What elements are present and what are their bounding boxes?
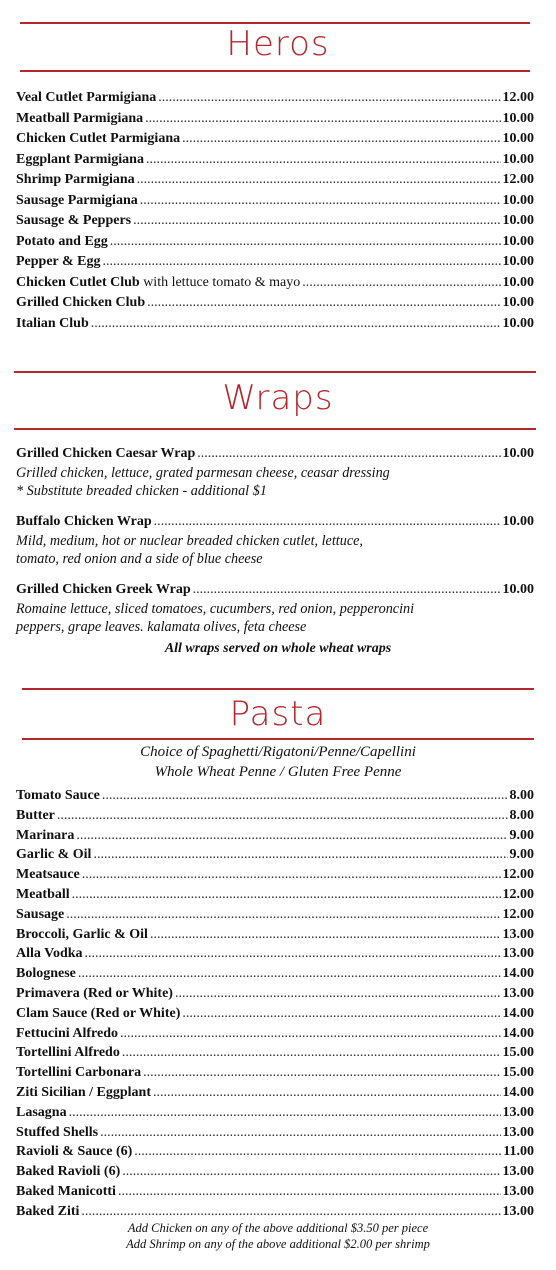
menu-item-name	[16, 1083, 151, 1103]
menu-item	[16, 806, 534, 826]
dot-leader	[146, 150, 501, 171]
menu-item-price: 10.00	[502, 514, 534, 529]
menu-item-name	[16, 925, 148, 945]
menu-item-name-text: Primavera (Red or White)	[16, 985, 173, 1001]
pasta-title: Pasta	[229, 694, 327, 734]
menu-item-price: 12.00	[502, 906, 534, 922]
menu-item-price: 9.00	[509, 847, 534, 863]
dot-leader	[175, 984, 501, 1004]
dot-leader	[57, 806, 508, 826]
dot-leader	[103, 252, 501, 273]
dot-leader	[143, 1063, 500, 1083]
menu-item-name-text: Veal Cutlet Parmigiana	[16, 90, 157, 105]
dot-leader	[81, 1202, 500, 1222]
menu-item-price: 14.00	[502, 1005, 534, 1021]
menu-item	[16, 826, 534, 846]
dot-leader	[120, 1024, 500, 1044]
menu-item-price: 10.00	[502, 131, 534, 146]
menu-item-price: 8.00	[509, 788, 534, 803]
menu-item-name-text: Meatball Parmigiana	[16, 110, 144, 126]
menu-item-name	[16, 444, 195, 464]
dot-leader	[147, 293, 500, 314]
menu-item-price: 10.00	[502, 446, 534, 461]
menu-item	[16, 984, 534, 1004]
menu-item	[16, 1182, 534, 1202]
dot-leader	[182, 1004, 500, 1024]
dot-leader	[100, 1123, 500, 1143]
menu-item	[16, 1004, 534, 1024]
pasta-list	[16, 786, 534, 1222]
menu-item-price: 10.00	[502, 582, 534, 597]
menu-item	[16, 512, 534, 532]
wrap-description-line: Romaine lettuce, sliced tomatoes, cucumbers, red onion, pepperoncini	[16, 601, 415, 617]
dot-leader	[76, 826, 507, 846]
heros-list	[16, 88, 534, 334]
menu-item	[16, 191, 534, 212]
menu-item-price: 10.00	[502, 315, 534, 331]
menu-item-name	[16, 826, 74, 846]
dot-leader	[134, 1142, 501, 1162]
menu-item-name	[16, 885, 70, 905]
menu-item-name-text: Baked Manicotti	[16, 1183, 116, 1199]
menu-item	[16, 252, 534, 273]
menu-item-name-text: Stuffed Shells	[16, 1124, 99, 1140]
dot-leader	[302, 273, 500, 294]
menu-item	[16, 232, 534, 253]
menu-item	[16, 1202, 534, 1222]
wrap-description-line: peppers, grape leaves. kalamata olives, feta cheese	[16, 619, 307, 635]
wraps-note: All wraps served on whole wheat wraps	[164, 641, 392, 656]
menu-item-price: 11.00	[503, 1144, 534, 1160]
dot-leader	[133, 211, 500, 232]
menu-item-name	[16, 1004, 180, 1024]
menu-item	[16, 845, 534, 865]
menu-item	[16, 109, 534, 130]
dot-leader	[122, 1162, 500, 1182]
wraps-top-rule	[14, 371, 536, 373]
menu-item-name-text: Sausage Parmigiana	[16, 192, 138, 208]
menu-item	[16, 925, 534, 945]
menu-item-name	[16, 1103, 67, 1123]
menu-item	[16, 885, 534, 905]
dot-leader	[85, 944, 501, 964]
menu-item-name	[16, 984, 173, 1004]
heros-title: Heros	[226, 24, 330, 64]
menu-item-name-text: Baked Ravioli (6)	[16, 1164, 121, 1180]
menu-item-name-text: Alla Vodka	[16, 946, 83, 962]
menu-item-name	[16, 252, 101, 273]
menu-item-name	[16, 1063, 141, 1083]
menu-item-name-text: Baked Ziti	[16, 1203, 80, 1219]
menu-item	[16, 1083, 534, 1103]
menu-item-name-text: Meatball	[16, 886, 70, 902]
menu-item	[16, 1103, 534, 1123]
menu-item-name	[16, 845, 91, 865]
menu-item-name-text: Tortellini Alfredo	[16, 1045, 120, 1061]
menu-item-name-text: Chicken Cutlet Club	[16, 274, 140, 290]
menu-item-name-text: Chicken Cutlet Parmigiana	[16, 131, 181, 146]
wrap-description-line: Grilled chicken, lettuce, grated parmesan cheese, ceasar dressing	[16, 465, 390, 481]
menu-item-price: 14.00	[502, 1025, 534, 1041]
menu-item-price: 15.00	[502, 1045, 534, 1061]
menu-item-price: 12.00	[502, 886, 534, 902]
pasta-subtitle-2: Whole Wheat Penne / Gluten Free Penne	[154, 764, 402, 780]
menu-item-name-text: Eggplant Parmigiana	[16, 151, 144, 167]
dot-leader	[69, 1103, 501, 1123]
wraps-title: Wraps	[222, 378, 334, 418]
dot-leader	[158, 88, 500, 109]
menu-item-price: 8.00	[509, 807, 534, 823]
menu-item-name	[16, 964, 76, 984]
menu-item	[16, 580, 534, 600]
wrap-description-line: tomato, red onion and a side of blue cheese	[16, 551, 263, 567]
menu-item-name	[16, 191, 138, 212]
menu-item	[16, 944, 534, 964]
heros-bottom-rule	[20, 70, 530, 72]
menu-item	[16, 1024, 534, 1044]
menu-item-price: 13.00	[502, 1124, 534, 1140]
dot-leader	[118, 1182, 501, 1202]
wrap-block	[16, 580, 534, 636]
dot-leader	[197, 444, 500, 464]
menu-item	[16, 1142, 534, 1162]
menu-item-price: 13.00	[502, 1164, 534, 1180]
menu-item-price: 10.00	[502, 192, 534, 208]
dot-leader	[193, 580, 501, 600]
menu-item-name	[16, 905, 64, 925]
pasta-subtitle-1: Choice of Spaghetti/Rigatoni/Penne/Capellini	[140, 744, 416, 760]
menu-item	[16, 964, 534, 984]
dot-leader	[145, 109, 500, 130]
menu-item-name	[16, 232, 108, 253]
pasta-top-rule	[22, 688, 534, 690]
menu-item-note: with lettuce tomato & mayo	[139, 274, 301, 290]
menu-item-price: 13.00	[502, 1203, 534, 1219]
menu-item-name	[16, 109, 143, 130]
menu-item-price: 15.00	[502, 1065, 534, 1081]
menu-item-name	[16, 1043, 120, 1063]
menu-item-price: 12.00	[502, 867, 534, 883]
menu-item-name-text: Marinara	[16, 827, 75, 843]
menu-item-name	[16, 211, 131, 232]
menu-item-name-text: Pepper & Egg	[16, 254, 101, 269]
menu-item-price: 12.00	[502, 172, 534, 187]
menu-item-price: 13.00	[502, 1183, 534, 1199]
dot-leader	[110, 232, 501, 253]
dot-leader	[154, 512, 501, 532]
menu-item-name	[16, 1024, 118, 1044]
menu-item-name-text: Ravioli & Sauce (6)	[16, 1144, 133, 1160]
menu-item-name-text: Ziti Sicilian / Eggplant	[16, 1084, 151, 1100]
dot-leader	[82, 865, 501, 885]
menu-item-name	[16, 1202, 79, 1222]
menu-item-name-text: Broccoli, Garlic & Oil	[16, 926, 148, 942]
menu-item	[16, 1043, 534, 1063]
menu-item-name-text: Grilled Chicken Caesar Wrap	[16, 446, 196, 461]
pasta-bottom-rule	[22, 738, 534, 740]
menu-item-price: 10.00	[502, 295, 534, 310]
dot-leader	[93, 845, 507, 865]
menu-item	[16, 129, 534, 150]
menu-item-price: 13.00	[502, 985, 534, 1001]
menu-item-name-text: Sausage	[16, 906, 65, 922]
menu-item-name	[16, 170, 135, 191]
menu-item-price: 12.00	[502, 90, 534, 105]
menu-item-name-text: Garlic & Oil	[16, 847, 92, 863]
menu-item	[16, 1063, 534, 1083]
menu-item	[16, 211, 534, 232]
menu-item	[16, 273, 534, 294]
menu-item-price: 10.00	[502, 274, 534, 290]
dot-leader	[137, 170, 501, 191]
dot-leader	[66, 905, 500, 925]
wrap-description-line: * Substitute breaded chicken - additional $1	[16, 483, 267, 499]
menu-item-name-text: Shrimp Parmigiana	[16, 172, 135, 187]
menu-item	[16, 293, 534, 314]
dot-leader	[153, 1083, 501, 1103]
wraps-bottom-rule	[14, 428, 536, 430]
menu-item-name	[16, 806, 55, 826]
dot-leader	[72, 885, 501, 905]
menu-item-name	[16, 580, 191, 600]
menu-item-name	[16, 1123, 98, 1143]
menu-item-name	[16, 512, 152, 532]
dot-leader	[91, 314, 501, 335]
menu-item-name-text: Sausage & Peppers	[16, 213, 132, 228]
menu-item-price: 13.00	[502, 1104, 534, 1120]
dot-leader	[78, 964, 501, 984]
menu-item-name-text: Bolognese	[16, 966, 76, 982]
menu-item-name-text: Lasagna	[16, 1104, 67, 1120]
menu-item-name-text: Tortellini Carbonara	[16, 1065, 142, 1081]
menu-item	[16, 170, 534, 191]
menu-item-name	[16, 314, 89, 335]
menu-item-name-text: Buffalo Chicken Wrap	[16, 514, 152, 529]
menu-item-price: 13.00	[502, 926, 534, 942]
menu-item-name	[16, 786, 100, 806]
dot-leader	[182, 129, 500, 150]
menu-item-name	[16, 1182, 116, 1202]
dot-leader	[150, 925, 501, 945]
wraps-list	[16, 444, 534, 648]
pasta-note-2: Add Shrimp on any of the above additional $2.00 per shrimp	[126, 1237, 430, 1251]
wrap-block	[16, 512, 534, 568]
menu-item-price: 9.00	[509, 827, 534, 843]
menu-item	[16, 88, 534, 109]
menu-item	[16, 150, 534, 171]
menu-item-name-text: Meatsauce	[16, 867, 80, 883]
menu-item-name-text: Clam Sauce (Red or White)	[16, 1005, 181, 1021]
menu-item	[16, 1123, 534, 1143]
menu-item	[16, 865, 534, 885]
menu-item	[16, 786, 534, 806]
menu-item	[16, 314, 534, 335]
menu-item-price: 13.00	[502, 946, 534, 962]
menu-item-name	[16, 150, 144, 171]
menu-item-name	[16, 865, 80, 885]
menu-item-price: 10.00	[502, 233, 534, 249]
dot-leader	[122, 1043, 501, 1063]
menu-item-name	[16, 88, 156, 109]
dot-leader	[140, 191, 501, 212]
menu-item-name	[16, 944, 83, 964]
menu-item-price: 10.00	[502, 151, 534, 167]
menu-item	[16, 444, 534, 464]
menu-item-name	[16, 293, 145, 314]
menu-item-name-text: Grilled Chicken Club	[16, 295, 146, 310]
menu-item-name-text: Italian Club	[16, 315, 89, 331]
pasta-note-1: Add Chicken on any of the above additional $3.50 per piece	[127, 1221, 429, 1235]
wrap-description-line: Mild, medium, hot or nuclear breaded chicken cutlet, lettuce,	[16, 533, 363, 549]
menu-item-name	[16, 1162, 120, 1182]
menu-item-name	[16, 129, 180, 150]
menu-item-name	[16, 1142, 132, 1162]
menu-item-name-text: Butter	[16, 807, 55, 823]
menu-item-name-text: Fettucini Alfredo	[16, 1025, 119, 1041]
wrap-block	[16, 444, 534, 500]
menu-item-name-text: Tomato Sauce	[16, 788, 100, 803]
menu-item-name	[16, 273, 300, 294]
menu-item	[16, 1162, 534, 1182]
menu-item-price: 14.00	[502, 1084, 534, 1100]
menu-item-price: 10.00	[502, 213, 534, 228]
menu-item-name-text: Grilled Chicken Greek Wrap	[16, 582, 191, 597]
menu-item-name-text: Potato and Egg	[16, 233, 108, 249]
menu-item-price: 14.00	[502, 966, 534, 982]
menu-item-price: 10.00	[502, 254, 534, 269]
menu-item-price: 10.00	[502, 110, 534, 126]
dot-leader	[102, 786, 508, 806]
menu-item	[16, 905, 534, 925]
